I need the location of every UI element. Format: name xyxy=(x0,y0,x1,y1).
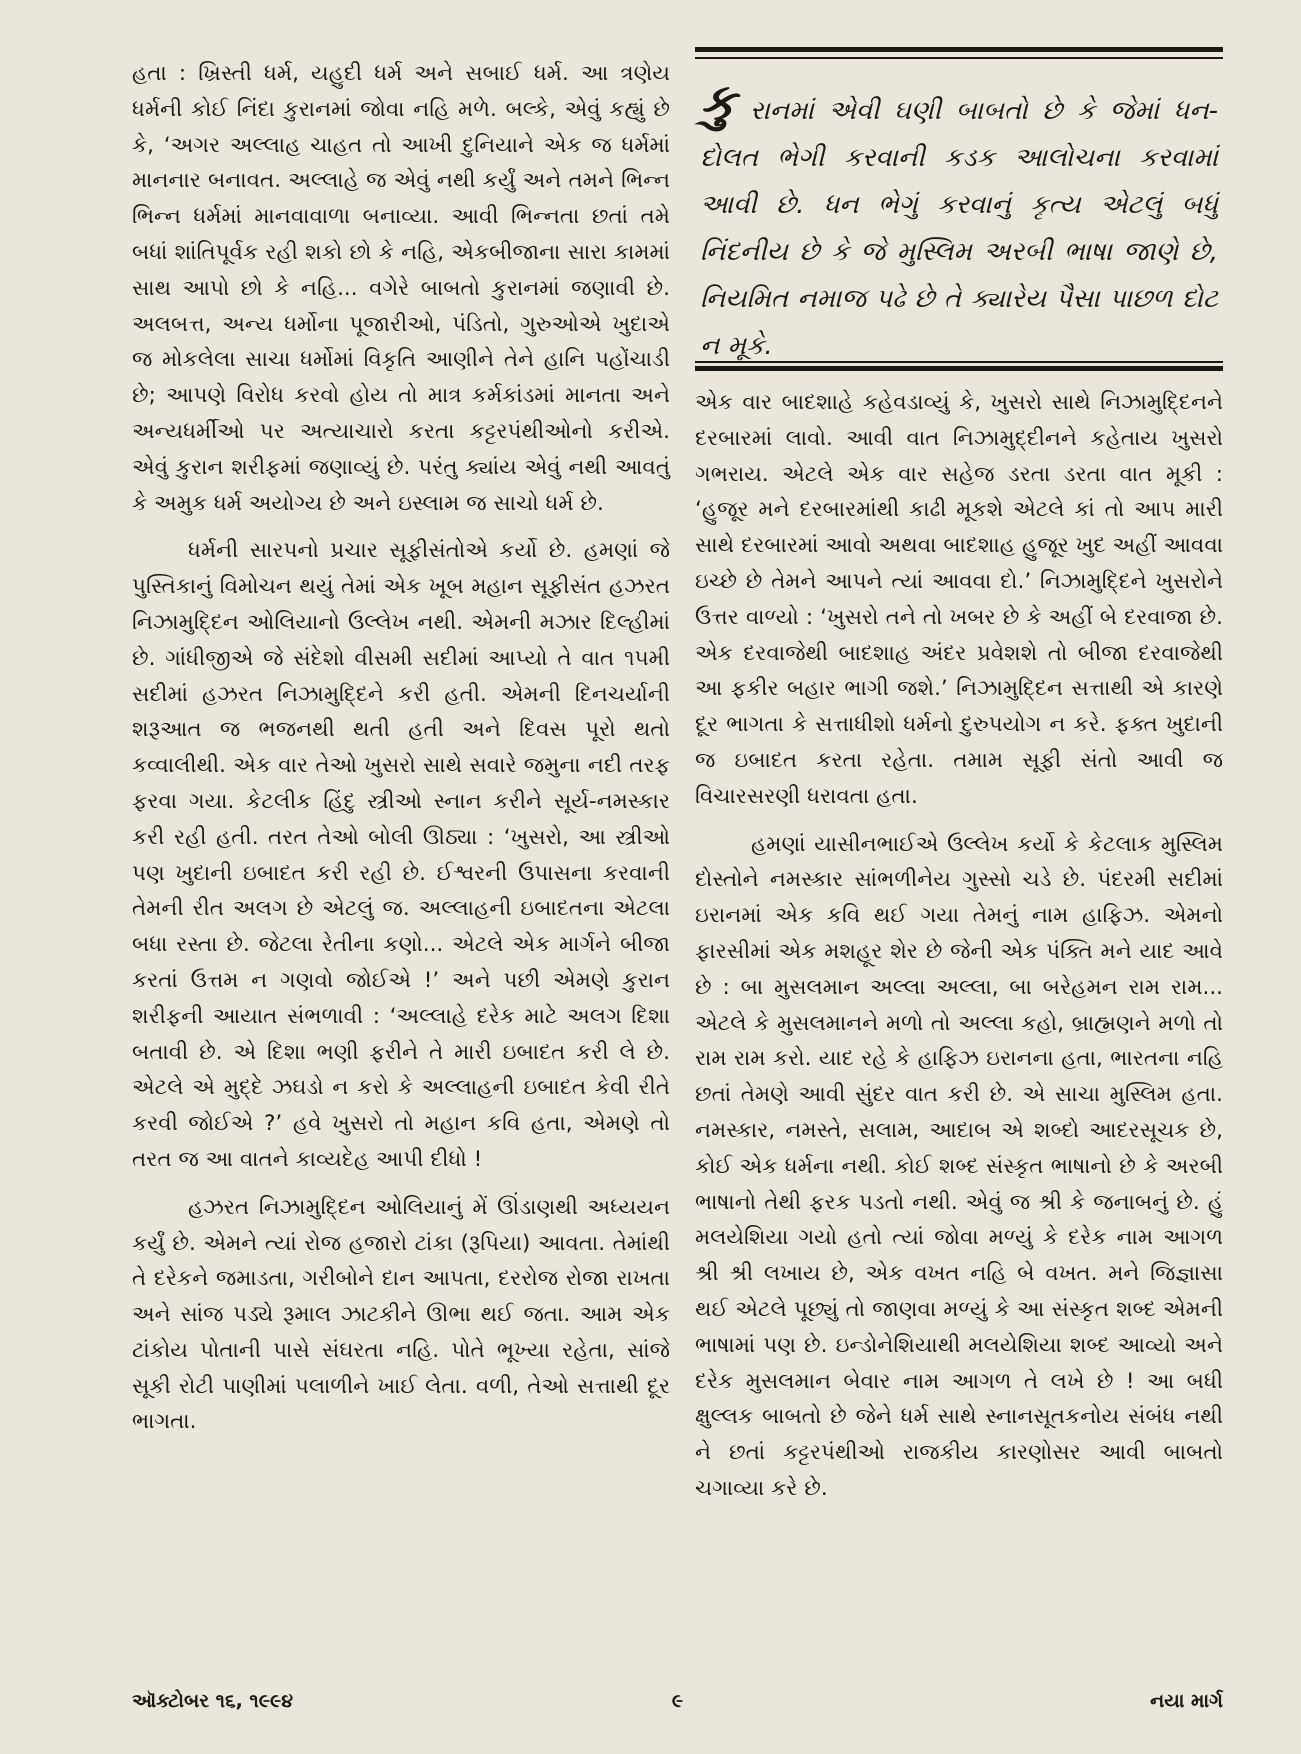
left-column xyxy=(132,56,670,1440)
paragraph: હઝરત નિઝામુદ્દિન ઓલિયાનું મેં ઊંડાણથી અધ્યયન કર્યું છે. એમને ત્યાં રોજ હજારો ટાંકા (રૂપિયા) આવતા. તેમાંથી તે દરેકને જમાડતા, ગરીબોને દાન આપતા, દરરોજ રોજા રાખતા અને સાંજ પડ્યે રૂમાલ ઝાટકીને ઊભા થઈ જતા. આમ એક ટાંકોય પોતાની પાસે સંઘરતા નહિ. પોતે ભૂખ્યા રહેતા, સાંજે સૂકી રોટી પાણીમાં પલાળીને ખાઈ લેતા. વળી, તેઓ સત્તાથી દૂર ભાગતા. xyxy=(132,1194,670,1435)
footer-date: ઑક્ટોબર ૧૬, ૧૯૯૪ xyxy=(132,1690,294,1712)
pull-quote-text: રાનમાં એવી ઘણી બાબતો છે કે જેમાં ધન-દોલત ભેગી કરવાની કડક આલોચના કરવામાં આવી છે. ધન ભેગું કરવાનું કૃત્ય એટલું બધું નિંદનીય છે કે જે મુસ્લિમ અરબી ભાષા જાણે છે, નિયમિત નમાજ પઢે છે તે ક્યારેય પૈસા પાછળ દોટ ન મૂકે. xyxy=(700,96,1219,361)
right-column xyxy=(695,385,1223,1507)
paragraph: ધર્મની સારપનો પ્રચાર સૂફીસંતોએ કર્યો છે. હમણાં જે પુસ્તિકાનું વિમોચન થયું તેમાં એક ખૂબ મહાન સૂફીસંત હઝરત નિઝામુદ્દિન ઓલિયાનો ઉલ્લેખ નથી. એમની મઝાર દિલ્હીમાં છે. ગાંધીજીએ જે સંદેશો વીસમી સદીમાં આપ્યો તે વાત ૧૫મી સદીમાં હઝરત નિઝામુદ્દિને કરી હતી. એમની દિનચર્યાની શરૂઆત જ ભજનથી થતી હતી અને દિવસ પૂરો થતો કવ્વાલીથી. એક વાર તેઓ ખુસરો સાથે સવારે જમુના નદી તરફ ફરવા ગયા. કેટલીક હિંદુ સ્ત્રીઓ સ્નાન કરીને સૂર્ય-નમસ્કાર કરી રહી હતી. તરત તેઓ બોલી ઊઠ્યા : ‘ખુસરો, આ સ્ત્રીઓ પણ ખુદાની ઇબાદત કરી રહી છે. ઈશ્વરની ઉપાસના કરવાની તેમની રીત અલગ છે એટલું જ. અલ્લાહની ઇબાદતના એટલા બધા રસ્તા છે. જેટલા રેતીના કણો... એટલે એક માર્ગને બીજા કરતાં ઉત્તમ ન ગણવો જોઈએ !’ અને પછી એમણે કુરાન શરીફની આયાત સંભળાવી : ‘અલ્લાહે દરેક માટે અલગ દિશા બતાવી છે. એ દિશા ભણી ફરીને તે મારી ઇબાદત કરી લે છે. એટલે એ મુદ્દે ઝઘડો ન કરો કે અલ્લાહની ઇબાદત કેવી રીતે કરવી જોઈએ ?’ હવે ખુસરો તો મહાન કવિ હતા, એમણે તો તરત જ આ વાતને કાવ્યદેહ આપી દીધો ! xyxy=(132,538,670,1172)
pull-quote xyxy=(700,73,1219,370)
paragraph: હમણાં યાસીનભાઈએ ઉલ્લેખ કર્યો કે કેટલાક મુસ્લિમ દોસ્તોને નમસ્કાર સાંભળીનેય ગુસ્સો ચડે છે. પંદરમી સદીમાં ઇરાનમાં એક કવિ થઈ ગયા તેમનું નામ હાફિઝ. એમનો ફારસીમાં એક મશહૂર શેર છે જેની એક પંક્તિ મને યાદ આવે છે : બા મુસલમાન અલ્લા અલ્લા, બા બરેહમન રામ રામ... એટલે કે મુસલમાનને મળો તો અલ્લા કહો, બ્રાહ્મણને મળો તો રામ રામ કરો. યાદ રહે કે હાફિઝ ઇરાનના હતા, ભારતના નહિ છતાં તેમણે આવી સુંદર વાત કરી છે. એ સાચા મુસ્લિમ હતા. નમસ્કાર, નમસ્તે, સલામ, આદાબ એ શબ્દો આદરસૂચક છે, કોઈ એક ધર્મના નથી. કોઈ શબ્દ સંસ્કૃત ભાષાનો છે કે અરબી ભાષાનો તેથી ફરક પડતો નથી. એવું જ શ્રી કે જનાબનું છે. હું મલયેશિયા ગયો હતો ત્યાં જોવા મળ્યું કે દરેક નામ આગળ શ્રી શ્રી લખાય છે, એક વખત નહિ બે વખત. મને જિજ્ઞાસા થઈ એટલે પૂછ્યું તો જાણવા મળ્યું કે આ સંસ્કૃત શબ્દ એમની ભાષામાં પણ છે. ઇન્ડોનેશિયાથી મલયેશિયા શબ્દ આવ્યો અને દરેક મુસલમાન બેવાર નામ આગળ તે લખે છે ! આ બધી ક્ષુલ્લક બાબતો છે જેને ધર્મ સાથે સ્નાનસૂતકનોય સંબંધ નથી ને છતાં કટ્ટરપંથીઓ રાજકીય કારણોસર આવી બાબતો ચગાવ્યા કરે છે. xyxy=(695,831,1223,1501)
paragraph: એક વાર બાદશાહે કહેવડાવ્યું કે, ખુસરો સાથે નિઝામુદ્દિનને દરબારમાં લાવો. આવી વાત નિઝામુદ્દીનને કહેતાય ખુસરો ગભરાય. એટલે એક વાર સહેજ ડરતા ડરતા વાત મૂકી : ‘હુજૂર મને દરબારમાંથી કાઢી મૂકશે એટલે કાં તો આપ મારી સાથે દરબારમાં આવો અથવા બાદશાહ હુજૂર ખુદ અહીં આવવા ઇચ્છે છે તેમને આપને ત્યાં આવવા દો.’ નિઝામુદ્દિને ખુસરોને ઉત્તર વાળ્યો : ‘ખુસરો તને તો ખબર છે કે અહીં બે દરવાજા છે. એક દરવાજેથી બાદશાહ અંદર પ્રવેશશે તો બીજા દરવાજેથી આ ફકીર બહાર ભાગી જશે.’ નિઝામુદ્દિન સત્તાથી એ કારણે દૂર ભાગતા કે સત્તાધીશો ધર્મનો દુરુપયોગ ન કરે. ફક્ત ખુદાની જ ઇબાદત કરતા રહેતા. તમામ સૂફી સંતો આવી જ વિચારસરણી ધરાવતા હતા. xyxy=(695,390,1223,809)
pull-quote-top-rule xyxy=(695,47,1223,52)
pull-quote-dropcap: કુ xyxy=(700,73,736,131)
pull-quote-top-rule-thin xyxy=(695,57,1223,59)
footer-magazine-name: નયા માર્ગ xyxy=(1150,1690,1223,1712)
pull-quote-bottom-rule-thin xyxy=(695,361,1223,363)
page-footer xyxy=(132,1690,1223,1720)
paragraph: હતા : ખ્રિસ્તી ધર્મ, યહુદી ધર્મ અને સબાઈ ધર્મ. આ ત્રણેય ધર્મની કોઈ નિંદા કુરાનમાં જોવા નહિ મળે. બલ્કે, એવું કહ્યું છે કે, ‘અગર અલ્લાહ ચાહત તો આખી દુનિયાને એક જ ધર્મમાં માનનાર બનાવત. અલ્લાહે જ એવું નથી કર્યું અને તમને ભિન્ન ભિન્ન ધર્મમાં માનવાવાળા બનાવ્યા. આવી ભિન્નતા છતાં તમે બધાં શાંતિપૂર્વક રહી શકો છો કે નહિ, એકબીજાના સારા કામમાં સાથ આપો છો કે નહિ... વગેરે બાબતો કુરાનમાં જણાવી છે. અલબત્ત, અન્ય ધર્મોના પૂજારીઓ, પંડિતો, ગુરુઓએ ખુદાએ જ મોકલેલા સાચા ધર્મોમાં વિકૃતિ આણીને તેને હાનિ પહોંચાડી છે; આપણે વિરોધ કરવો હોય તો માત્ર કર્મકાંડમાં માનતા અને અન્યધર્મીઓ પર અત્યાચારો કરતા કટ્ટરપંથીઓનો કરીએ. એવું કુરાન શરીફમાં જણાવ્યું છે. પરંતુ ક્યાંય એવું નથી આવતું કે અમુક ધર્મ અયોગ્ય છે અને ઇસ્લામ જ સાચો ધર્મ છે. xyxy=(132,61,670,516)
pull-quote-bottom-rule xyxy=(695,366,1223,371)
footer-page-number: ૯ xyxy=(671,1690,684,1712)
